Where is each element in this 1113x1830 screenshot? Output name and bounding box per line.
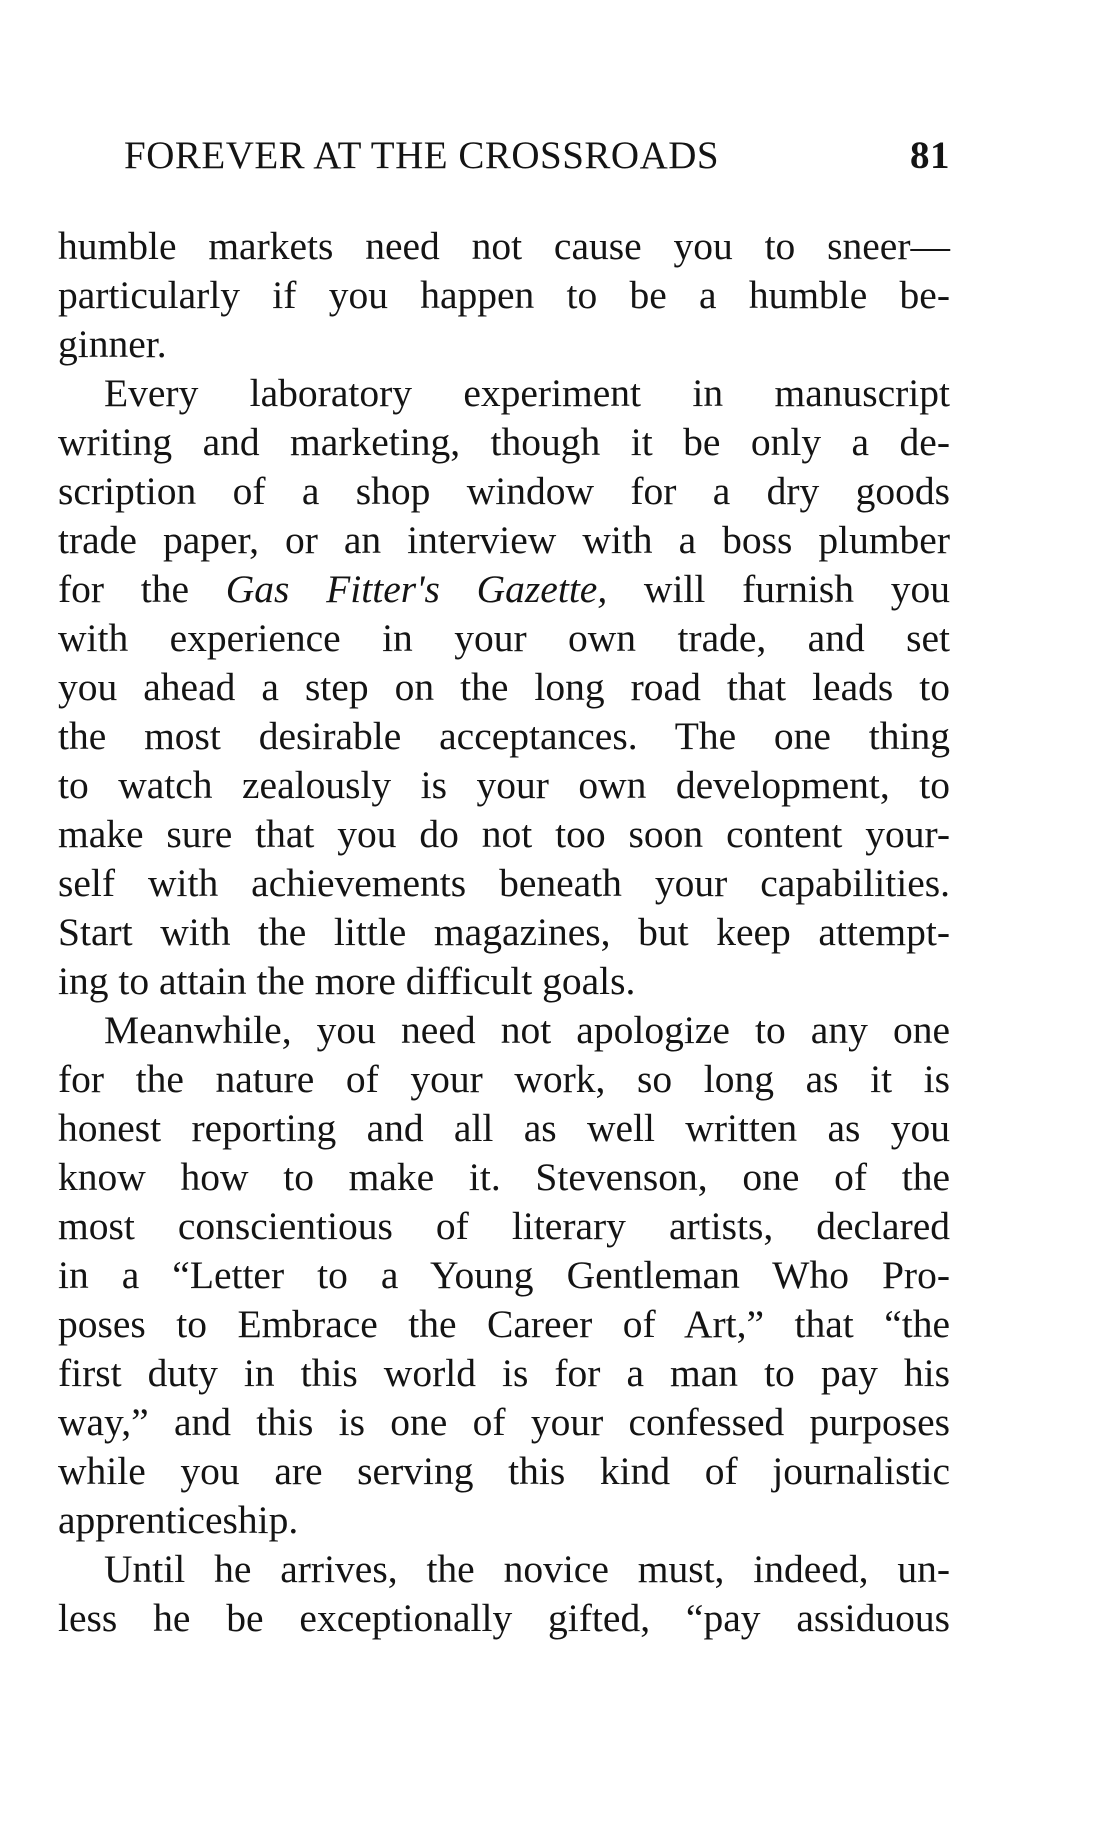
text-line: make sure that you do not too soon content your-: [58, 812, 950, 856]
text-line: trade paper, or an interview with a boss plumber: [58, 518, 950, 562]
paragraph: [58, 1545, 950, 1643]
text-line: particularly if you happen to be a humble be-: [58, 273, 950, 317]
text-line: poses to Embrace the Career of Art,” that “the: [58, 1302, 950, 1346]
page-number: 81: [910, 134, 950, 177]
text-line: in a “Letter to a Young Gentleman Who Pro-: [58, 1253, 950, 1297]
text-segment: for the: [58, 567, 226, 611]
text-line: honest reporting and all as well written as you: [58, 1106, 950, 1150]
text-line: Every laboratory experiment in manuscript: [104, 371, 950, 415]
text-line: writing and marketing, though it be only a de-: [58, 420, 950, 464]
text-line: Until he arrives, the novice must, indeed, un-: [104, 1547, 950, 1591]
text-line: know how to make it. Stevenson, one of the: [58, 1155, 950, 1199]
text-line: Start with the little magazines, but keep attempt-: [58, 910, 950, 954]
text-segment: will furnish you: [607, 567, 950, 611]
paragraph: [58, 1006, 950, 1545]
text-line: while you are serving this kind of journalistic: [58, 1449, 950, 1493]
text-line: to watch zealously is your own development, to: [58, 763, 950, 807]
text-line-with-italic: [58, 565, 950, 614]
italic-title: Gas Fitter's Gazette,: [225, 567, 608, 611]
text-line: humble markets need not cause you to sneer—: [58, 224, 950, 268]
text-line: first duty in this world is for a man to pay his: [58, 1351, 950, 1395]
running-head: [124, 128, 950, 184]
text-line: less he be exceptionally gifted, “pay assiduous: [58, 1596, 950, 1640]
text-line: ing to attain the more difficult goals.: [58, 959, 636, 1003]
text-line: apprenticeship.: [58, 1498, 299, 1542]
body-text: [58, 222, 950, 1643]
text-line: way,” and this is one of your confessed purposes: [58, 1400, 950, 1444]
text-line: self with achievements beneath your capabilities.: [58, 861, 950, 905]
text-line: scription of a shop window for a dry goods: [58, 469, 950, 513]
text-line: ginner.: [58, 322, 167, 366]
text-line: with experience in your own trade, and set: [58, 616, 950, 660]
text-line: you ahead a step on the long road that leads to: [58, 665, 950, 709]
paragraph: [58, 222, 950, 369]
text-line: for the nature of your work, so long as it is: [58, 1057, 950, 1101]
paragraph: [58, 369, 950, 1006]
running-title: FOREVER AT THE CROSSROADS: [124, 134, 720, 177]
text-line: the most desirable acceptances. The one thing: [58, 714, 950, 758]
text-line: Meanwhile, you need not apologize to any one: [104, 1008, 950, 1052]
text-line: most conscientious of literary artists, declared: [58, 1204, 950, 1248]
